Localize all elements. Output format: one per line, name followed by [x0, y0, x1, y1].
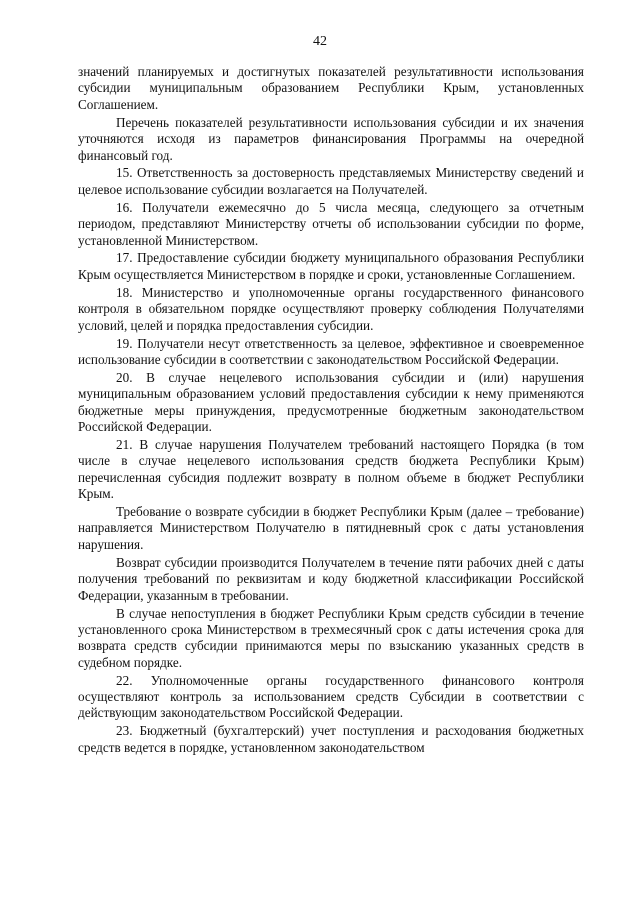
paragraph: 23. Бюджетный (бухгалтерский) учет поступления и расходования бюджетных средств ведется в порядке, установленном законодательством — [78, 723, 584, 755]
page-number: 42 — [313, 34, 327, 49]
paragraph: Требование о возврате субсидии в бюджет Республики Крым (далее – требование) направляется Министерством Получателю в пятидневный срок с даты установления нарушения. — [78, 504, 584, 552]
paragraph: значений планируемых и достигнутых показателей результативности использования субсидии муниципальным образованием Республики Крым, установленных Соглашением. — [78, 64, 584, 112]
paragraph: 16. Получатели ежемесячно до 5 числа месяца, следующего за отчетным периодом, представляют Министерству отчеты об использовании субсидии по форме, установленной Министерством. — [78, 199, 584, 248]
paragraph: 21. В случае нарушения Получателем требований настоящего Порядка (в том числе в случае нецелевого использования средств бюджета Республики Крым) перечисленная субсидия подлежит возврату в полном объеме в бюджет Республики Крым. — [78, 436, 584, 502]
paragraph: 18. Министерство и уполномоченные органы государственного финансового контроля в обязательном порядке осуществляют проверку соблюдения Получателями условий, целей и порядка предоставления субсидии. — [78, 284, 584, 333]
paragraph: Возврат субсидии производится Получателем в течение пяти рабочих дней с даты получения требований по реквизитам и коду бюджетной классификации Российской Федерации, указанным в требовании. — [78, 554, 584, 603]
paragraph: 15. Ответственность за достоверность представляемых Министерству сведений и целевое использование субсидии возлагается на Получателей. — [78, 165, 584, 197]
paragraph: 17. Предоставление субсидии бюджету муниципального образования Республики Крым осуществляется Министерством в порядке и сроки, установленные Соглашением. — [78, 250, 584, 282]
paragraph: В случае непоступления в бюджет Республики Крым средств субсидии в течение установленного срока Министерством в трехмесячный срок с даты истечения срока для возврата средств субсидии принимаются меры по взысканию указанных средств в судебном порядке. — [78, 605, 584, 670]
paragraph: Перечень показателей результативности использования субсидии и их значения уточняются исходя из параметров финансирования Программы на очередной финансовый год. — [78, 114, 584, 163]
paragraph: 20. В случае нецелевого использования субсидии и (или) нарушения муниципальным образованием условий предоставления субсидии к нему применяются бюджетные меры принуждения, предусмотренные бюджетным законодательством Российской Федерации. — [78, 369, 584, 435]
paragraph: 19. Получатели несут ответственность за целевое, эффективное и своевременное использование субсидии в соответствии с законодательством Российской Федерации. — [78, 335, 584, 367]
document-body — [78, 64, 584, 758]
paragraph: 22. Уполномоченные органы государственного финансового контроля осуществляют контроль за использованием средств Субсидии в соответствии с действующим законодательством Российской Федерации. — [78, 672, 584, 721]
